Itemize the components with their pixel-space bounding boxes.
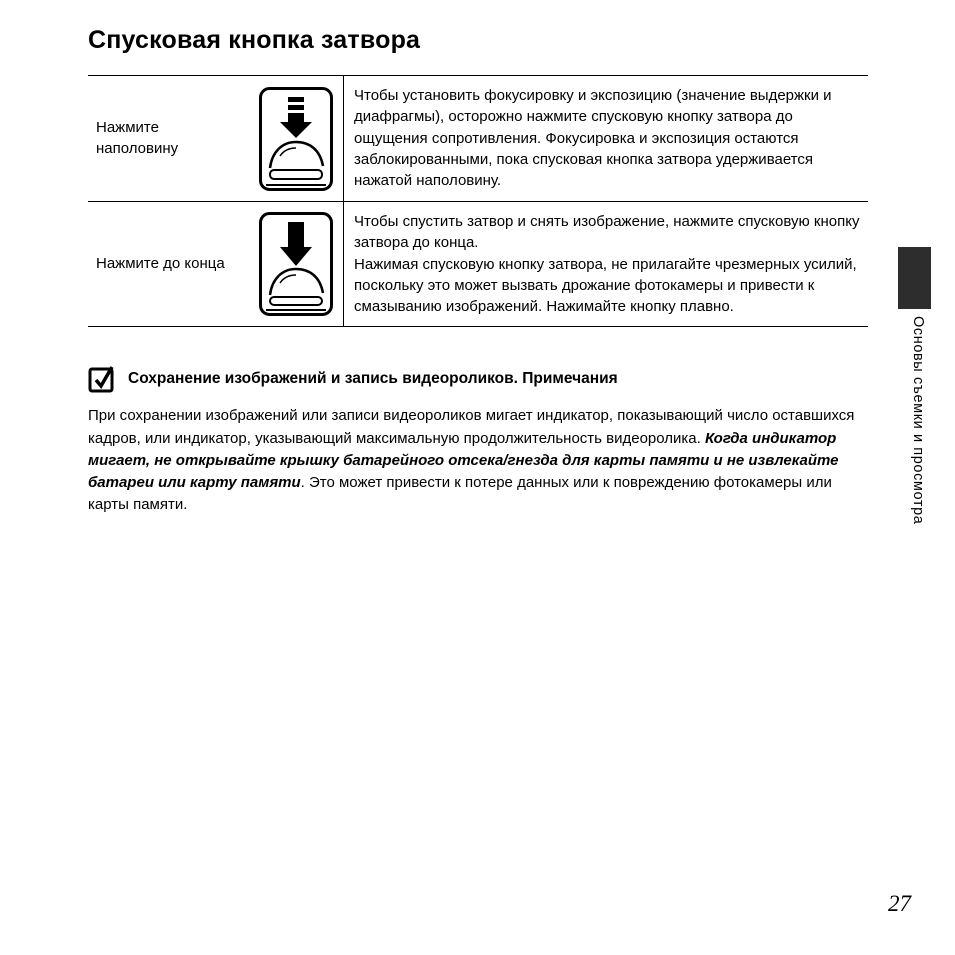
note-text: . Это может привести к потере данных или к повреждению фотокамеры или карты памяти.: [88, 473, 832, 513]
checkmark-note-icon: [88, 365, 116, 393]
table-row: [88, 76, 868, 201]
main-content: [88, 26, 868, 516]
half-press-shutter-icon: [248, 76, 343, 201]
row-label: Нажмите наполовину: [96, 119, 179, 157]
row-description: [343, 76, 868, 201]
shutter-button-table: [88, 75, 868, 327]
note-header: [88, 365, 868, 393]
row-paragraph: Чтобы установить фокусировку и экспозицию (значение выдержки и диафрагмы), осторожно нажмите спусковую кнопку затвора до ощущения сопротивления. Фокусировка и экспозиция остаются заблокированными, пока спусковая кнопка затвора удерживается нажатой наполовину.: [354, 87, 832, 190]
note-body: [88, 405, 868, 515]
page-number: 27: [888, 891, 911, 916]
row-paragraph: Чтобы спустить затвор и снять изображение, нажмите спусковую кнопку затвора до конца.: [354, 213, 860, 252]
row-paragraph: Нажимая спусковую кнопку затвора, не прилагайте чрезмерных усилий, поскольку это может вызвать дрожание фотокамеры и привести к смазыванию изображений. Нажимайте кнопку плавно.: [354, 255, 857, 316]
chapter-tab: [898, 247, 931, 309]
table-row: [88, 201, 868, 326]
row-description: [343, 202, 868, 326]
note-section: [88, 365, 868, 515]
full-press-shutter-icon: [248, 202, 343, 326]
note-text: При сохранении изображений или записи видеороликов мигает индикатор, показывающий число оставшихся кадров, или индикатор, указывающий максимальную продолжительность видеоролика.: [88, 407, 855, 447]
note-title: Сохранение изображений и запись видеороликов. Примечания: [128, 370, 618, 388]
page-title: Спусковая кнопка затвора: [88, 26, 421, 54]
row-label: Нажмите до конца: [96, 255, 225, 273]
note-text-emphasis: Когда индикатор мигает, не открывайте крышку батарейного отсека/гнезда для карты памяти и не извлекайте батареи или карту памяти: [88, 429, 839, 491]
chapter-sidebar-label: Основы съемки и просмотра: [910, 316, 926, 525]
